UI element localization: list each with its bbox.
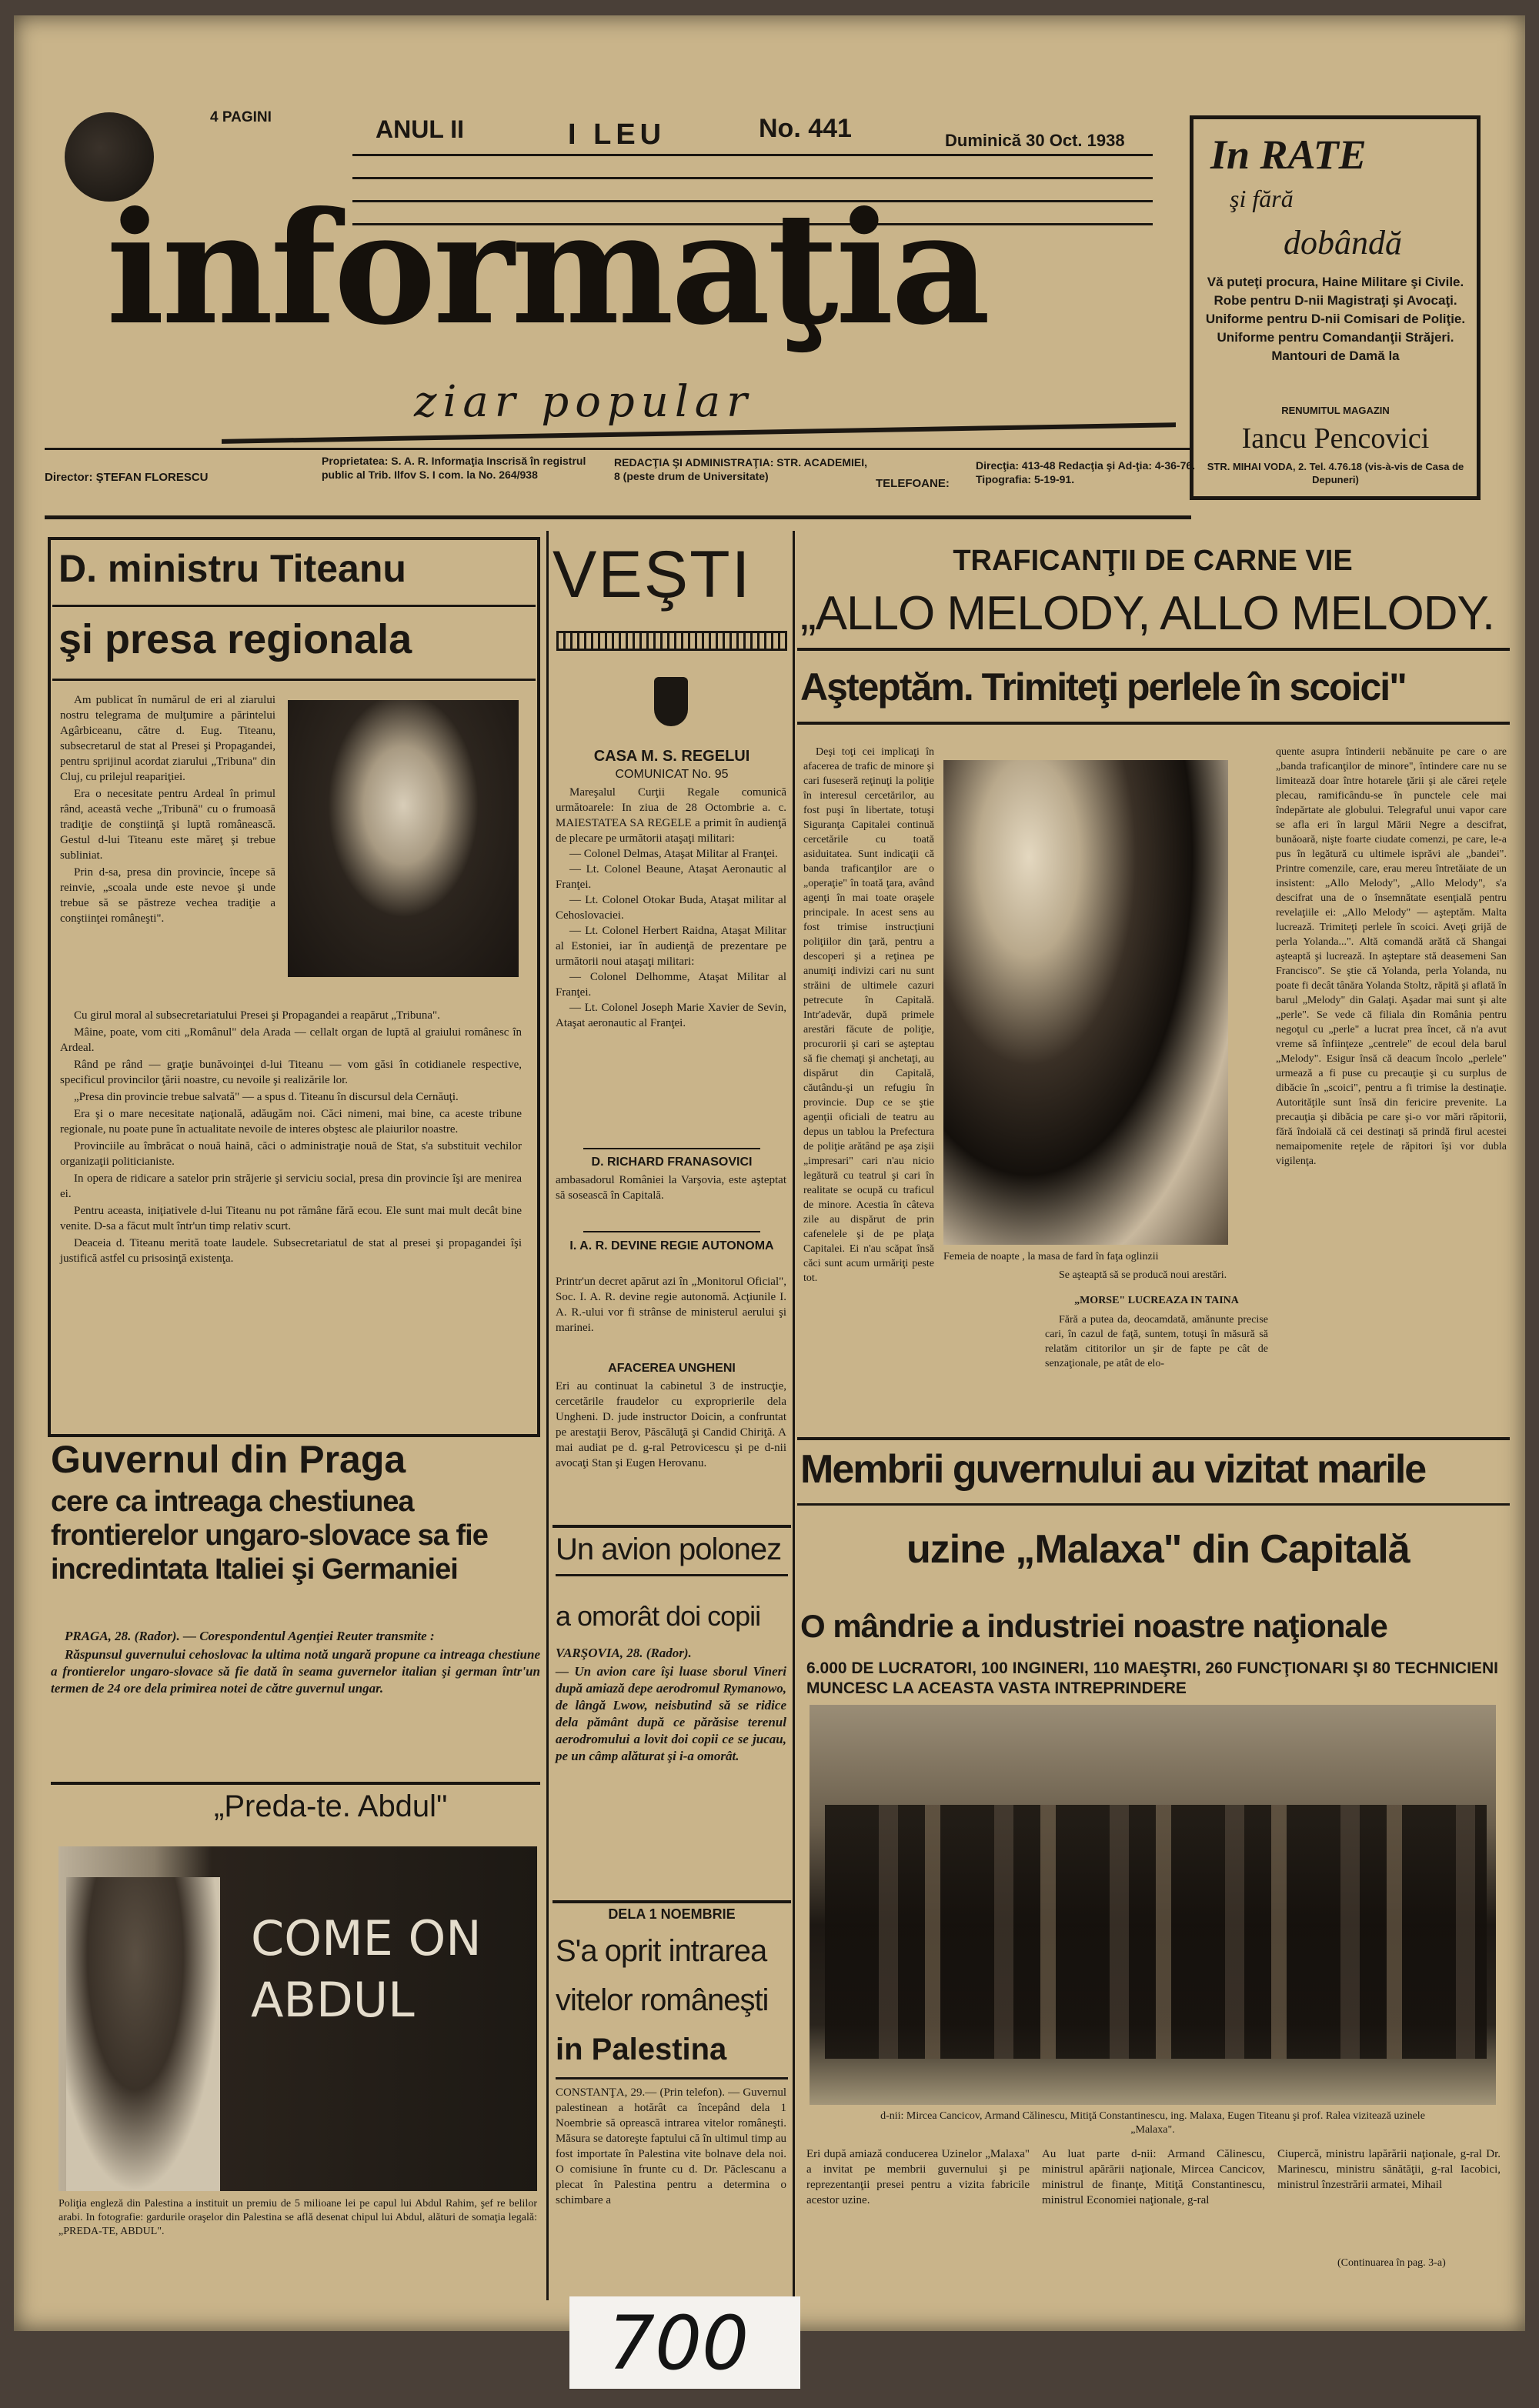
praga-dateline: PRAGA, 28. (Rador). — Corespondentul Agenţiei Reuter transmite : bbox=[65, 1629, 435, 1643]
vesti-title: VEŞTI bbox=[553, 538, 752, 612]
attache-item: — Lt. Colonel Joseph Marie Xavier de Sevin, Ataşat aeronautic al Franţei. bbox=[556, 1002, 786, 1029]
praga-headline-line2: cere ca intreaga chestiunea frontierelor ungaro-slovace sa fie incredintata Italiei şi Germaniei bbox=[51, 1486, 488, 1586]
redaction-info: REDACŢIA ŞI ADMINISTRAŢIA: STR. ACADEMIEI, 8 (peste drum de Universitate) bbox=[614, 456, 867, 482]
attache-item: — Lt. Colonel Otokar Buda, Ataşat militar al Cehoslovaciei. bbox=[556, 894, 786, 922]
malaxa-stats: 6.000 DE LUCRATORI, 100 INGINERI, 110 MAEŞTRI, 260 FUNCŢIONARI ŞI 80 TECHNICIENI MUNCESC LA ACEASTA VASTA INTREPRINDERE bbox=[806, 1659, 1498, 1697]
item-rule bbox=[583, 1231, 760, 1232]
section-rule bbox=[553, 1525, 791, 1528]
avion-headline-line2: a omorât doi copii bbox=[556, 1600, 761, 1632]
traficanti-headline-line2: Aşteptăm. Trimiteţi perlele în scoici" bbox=[800, 665, 1406, 709]
phones-label: TELEFOANE: bbox=[876, 477, 950, 490]
paragraph: Cu girul moral al subsecretariatului Presei şi Propagandei a reapărut „Tribuna". bbox=[74, 1009, 440, 1022]
attache-item: — Lt. Colonel Herbert Raidna, Ataşat Militar al Estoniei, iar în audienţă de prezentare pe următorii noui ataşaţi militari: bbox=[556, 925, 786, 968]
section-rule bbox=[51, 1782, 540, 1785]
price-label: I LEU bbox=[568, 118, 666, 151]
issue-date: Duminică 30 Oct. 1938 bbox=[945, 131, 1125, 150]
headline-rule bbox=[556, 1574, 788, 1576]
avion-headline-line1: Un avion polonez bbox=[556, 1533, 782, 1566]
ungheni-body: Eri au continuat la cabinetul 3 de instrucţie, cercetările fraudelor cu exproprierile dela Ungheni. D. jude instructor Doicin, a confruntat pe arestaţii Berov, Păscăluţă şi Candid Chiriţă. A mai audiat pe d. g-ral Petrovicescu şi pe d-nii avocaţi Stan şi Eugen Herovanu. bbox=[556, 1380, 786, 1469]
communique-label: COMUNICAT No. 95 bbox=[615, 768, 729, 781]
headline-rule bbox=[797, 648, 1510, 651]
titeanu-article-box bbox=[48, 537, 540, 1437]
section-rule bbox=[553, 1900, 791, 1903]
ungheni-heading: AFACEREA UNGHENI bbox=[608, 1362, 736, 1375]
director-credit: Director: ŞTEFAN FLORESCU bbox=[45, 471, 209, 484]
titeanu-body-bottom bbox=[60, 1008, 522, 1268]
ornament-rule bbox=[556, 631, 787, 651]
paragraph: Era o necesitate pentru Ardeal în primul rând, această veche „Tribună" cu o frumoasă tradiţie de conştiinţă şi luptă românească. Gestul d-lui Titeanu este măreţ şi trebue subliniat. bbox=[60, 788, 275, 862]
royal-communique bbox=[556, 785, 786, 1031]
handwritten-index-number: 700 bbox=[608, 2300, 749, 2386]
continued-note: (Continuarea în pag. 3-a) bbox=[1337, 2257, 1446, 2269]
issue-number: No. 441 bbox=[759, 114, 852, 143]
malaxa-col2: Au luat parte d-nii: Armand Călinescu, ministrul apărării naţionale, Mircea Cancicov, ministrul de finanţe, Mitiţă Constantinescu, ministrul Economiei naţionale, g-ral bbox=[1042, 2148, 1265, 2206]
morse-body: Fără a putea da, deocamdată, amănunte precise cari, în cazul de faţă, suntem, totuşi în măsură să relatăm cititorilor un şir de fapte pe cât de senzaţionale, pe atât de elo- bbox=[1045, 1314, 1268, 1369]
paragraph: Pentru aceasta, iniţiativele d-lui Titeanu nu pot rămâne fără ecou. Ele sunt mai mult decât bine venite. D-sa a făcut mult într'un timp relativ scurt. bbox=[60, 1205, 522, 1232]
traficanti-col2 bbox=[1045, 1268, 1268, 1372]
masthead-info-rule-bottom bbox=[45, 515, 1191, 519]
morse-heading: „MORSE" LUCREAZA IN TAINA bbox=[1074, 1295, 1239, 1306]
palestina-headline-line2: vitelor româneşti bbox=[556, 1983, 769, 2017]
soldier-figure bbox=[66, 1877, 220, 2191]
column-rule bbox=[546, 531, 549, 2300]
traficanti-col3: quente asupra întinderii nebănuite pe care o are „banda traficanţilor de minore", întindere care nu se limitează doar între hotarele ţării şi ale cărei reţele plecau, ramificându-se în punctele cele mai îndepărtate ale globului. Telegraful unui vapor care se afla eri în largul Mării Negre a descifrat, bunăoară, nişte foarte ciudate comenzi, pe care, le-a pus în legătură cu ultimele isprăvi ale „bandei". Printre comenzile, care, erau mereu întretăiate de un insistent: „Allo Melody", „Allo Melody", s'a descifrat una de o însemnătate esenţială pentru revelaţiile ei: „Allo Melody" — aşteptăm. Malta lucrează. Trimiteţi perlele în scoici. Aveţi grijă de perla Yolanda...". Altă comandă arătă că Shangai aşteaptă şi lucrează. In aşteptare stă deasemeni San Francisco". Se ştie că Yolanda, perla Yolanda, nu poate fi decât tânăra Yolanda Stoltz, răpită şi aflată în barul „Melody" din Galaţi. Aşadar mai sunt şi alte „perle". Se vede că filiala din România pentru negoţul cu „perle" a lucrat prea încet, că n'a avut vreme să înfiinţeze „centrele" de ecoul dela barul „Melody". Esigur însă că deacum încolo „perlele" urmează a fi puse cu precauţie şi cu surplus de dibăcie în „scoici", pentru a fi trimise la destinaţie. Autorităţile sunt însă din fericire prevenite. La precauţia şi dibăcia pe care şi-o vor mări răpitorii, fără îndoială că cei destinaţi să prindă firul acestei nemaipomenite reţele de răpitori îşi vor dubla vigilenţa. bbox=[1276, 746, 1507, 1167]
palestina-headline-line1: S'a oprit intrarea bbox=[556, 1934, 767, 1968]
praga-body bbox=[51, 1628, 540, 1699]
music-staff-line bbox=[352, 154, 1153, 156]
paragraph: Prin d-sa, presa din provincie, începe să reinvie, „scoala unde este nevoe şi unde trebue să se păstreze vechea tradiţie a conştiinţei româneşti". bbox=[60, 866, 275, 925]
masthead-title: informaţia bbox=[106, 178, 988, 359]
paragraph: Mâine, poate, vom citi „Românul" dela Arada — cellalt organ de luptă al graiului românesc în Ardeal. bbox=[60, 1026, 522, 1054]
headline-rule bbox=[52, 605, 536, 607]
paragraph: Rând pe rând — graţie bunăvoinţei d-lui Titeanu — vom găsi în cotidianele respective, specificul provincilor ţării noastre, cu nevoile şi realizările lor. bbox=[60, 1059, 522, 1086]
attache-item: — Colonel Delmas, Ataşat Militar al Franţei. bbox=[569, 848, 778, 860]
ad-title-interest: dobândă bbox=[1284, 224, 1402, 262]
royal-house-heading: CASA M. S. REGELUI bbox=[593, 748, 750, 765]
avion-body bbox=[556, 1645, 786, 1766]
iar-heading: I. A. R. DEVINE REGIE AUTONOMA bbox=[569, 1239, 774, 1252]
titeanu-body-top bbox=[60, 692, 275, 928]
palestina-body: CONSTANŢA, 29.— (Prin telefon). — Guvernul palestinean a hotărât ca începând dela 1 Noembrie să oprească intrarea vitelor româneşti. Măsura se datoreşte faptului că în ultimul timp au fost importate în Palestina vite bolnave dela noi. O comisiune în frunte cu d. Dr. Păclescanu a plecat în Palestina pentru a determina o schimbare a bbox=[556, 2086, 786, 2206]
headline-rule bbox=[52, 679, 536, 681]
traficanti-headline-line1: „ALLO MELODY, ALLO MELODY. bbox=[800, 587, 1495, 640]
malaxa-headline-line1: Membrii guvernului au vizitat marile bbox=[800, 1447, 1426, 1492]
royal-intro: Mareşalul Curţii Regale comunică următoarele: In ziua de 28 Octombrie a. c. MAIESTATEA SA REGELE a primit în audienţă de plecare pe următorii ataşaţi militari: bbox=[556, 786, 786, 845]
malaxa-photo bbox=[810, 1705, 1496, 2105]
abdul-caption: Poliţia engleză din Palestina a instituit un premiu de 5 milioane lei pe capul lui Abdul Rahim, şef re belilor arabi. In fotografie: gardurile oraşelor din Palestina se află desenat chipul lui Abdul, alături de somaţia legală: „PREDA-TE, ABDUL". bbox=[58, 2198, 537, 2237]
ad-address: STR. MIHAI VODA, 2. Tel. 4.76.18 (vis-à-vis de Casa de Depuneri) bbox=[1207, 461, 1464, 485]
masthead-info-rule-top bbox=[45, 448, 1191, 450]
malaxa-col1: Eri după amiază conducerea Uzinelor „Malaxa" a invitat pe membrii guvernului şi pe reprezentanţii presei pentru a vizita fabricile acestor uzine. bbox=[806, 2148, 1030, 2206]
paragraph: „Presa din provincie trebue salvată" — a spus d. Titeanu în discursul dela Cernăuţi. bbox=[74, 1091, 459, 1103]
headline-rule bbox=[556, 2077, 788, 2079]
malaxa-col3: Ciupercă, ministru lapărării naţionale, g-ral Dr. Marinescu, ministru sănătăţii, g-ral Iacobici, ministrul înzestrării armatei, Mihail bbox=[1277, 2148, 1501, 2191]
ad-shop-name: Iancu Pencovici bbox=[1241, 422, 1430, 455]
palestina-headline-line3: in Palestina bbox=[556, 2033, 727, 2066]
malaxa-headline-line2: uzine „Malaxa" din Capitală bbox=[906, 1527, 1410, 1572]
traficanti-arrests: Se aşteaptă să se producă noui arestări. bbox=[1059, 1269, 1227, 1281]
traficanti-photo bbox=[943, 760, 1228, 1245]
masthead-subtitle: ziar popular bbox=[414, 377, 753, 427]
traficanti-photo-caption: Femeia de noapte , la masa de fard în faţa oglinzii bbox=[943, 1251, 1159, 1262]
headline-rule bbox=[797, 722, 1510, 725]
traficanti-col1: Deşi toţi cei implicaţi în afacerea de trafic de minore şi cari fuseseră reţinuţi la poliţie în interesul cercetărilor, au fost puşi în libertate, totuşi Siguranţa Capitalei continuă cercetările cu toată asiduitatea. Sunt indicaţii că banda traficanţilor are o „operaţie" în toată ţara, având agenţi în mai toate oraşele principale. In acest sens au fost trimise instrucţiuni poliţiilor din ţară, pentru a descoperi şi a reţinea pe anumiţi indivizi cari nu sunt străini de ultimele cazuri petrecute în Capitală. Intr'adevăr, după primele arestări făcute de poliţie, procurorii şi cari se aşteptau să fie chemaţi şi anchetaţi, au dispărut din Capitală, căutându-şi un refugiu în provincie. Dup ce se ştie agenţii oficiali de teatru au depus un tablou la Prefectura de poliţie arătând pe aşa zişii „impresari" cari n'au nicio legătură cu teatrul şi cari în realitate se ocupă cu traficul de minore. Acestia în câteva zile au dispărut de prin cafenelele şi de pe plaţa Capitalei. Ei n'au scăpat însă căci sunt acum urmăriţi peste tot. bbox=[803, 746, 934, 1284]
headline-rule bbox=[797, 1503, 1510, 1506]
avion-text: — Un avion care îşi luase sborul Vineri după amiază depe aerodromul Rymanowo, de lângă Lwow, neisbutind să se ridice dela pământ după ce părăsise terenul aerodromului a lovit doi copii ce se jucau, pe un câmp alăturat şi i-a omorât. bbox=[556, 1664, 786, 1763]
attache-item: — Colonel Delhomme, Ataşat Militar al Franţei. bbox=[556, 971, 786, 999]
graffiti-sign: COME ON ABDUL bbox=[251, 1910, 482, 2028]
iar-body: Printr'un decret apărut azi în „Monitorul Oficial", Soc. I. A. R. devine regie autonomă. Acţiunile I. A. R.-ului vor fi strânse de ministerul aerului şi marinei. bbox=[556, 1276, 786, 1334]
abdul-headline: „Preda-te. Abdul" bbox=[214, 1789, 448, 1823]
attache-item: — Lt. Colonel Beaune, Ataşat Aeronautic al Franţei. bbox=[556, 863, 786, 891]
malaxa-photo-caption: d-nii: Mircea Cancicov, Armand Călinescu, Mitiţă Constantinescu, ing. Malaxa, Eugen Titeanu şi prof. Ralea vizitează uzinele „Malaxa". bbox=[880, 2110, 1425, 2136]
paragraph: Era şi o mare necesitate naţională, adăugăm noi. Căci nimeni, mai bine, ca aceste tribune regionale, nu poate pune în actualitate nevoile de interes obştesc ale plaiurilor noastre. bbox=[60, 1108, 522, 1136]
royal-crest-icon bbox=[654, 677, 688, 726]
malaxa-subhead: O mândrie a industriei noastre naţionale bbox=[800, 1608, 1387, 1644]
paragraph: In opera de ridicare a satelor prin străjerie şi serviciu social, presa din provincie îşi are menirea ei. bbox=[60, 1172, 522, 1200]
abdul-photo bbox=[58, 1846, 537, 2191]
pages-label: 4 PAGINI bbox=[210, 109, 272, 125]
year-label: ANUL II bbox=[376, 115, 464, 143]
ad-body: Vă puteţi procura, Haine Militare şi Civile. Robe pentru D-nii Magistraţi şi Avocaţi. Uniforme pentru D-nii Comisari de Poliţie. Uniforme pentru Comandanţii Străjeri. Mantouri de Damă la bbox=[1205, 275, 1466, 363]
franasovici-body: ambasadorul României la Varşovia, este aşteptat să sosească în Capitală. bbox=[556, 1174, 786, 1202]
avion-dateline: VARŞOVIA, 28. (Rador). bbox=[556, 1646, 692, 1660]
owner-info: Proprietatea: S. A. R. Informaţia Inscrisă în registrul public al Trib. Ilfov S. I com. la No. 264/938 bbox=[322, 455, 586, 481]
column-rule bbox=[793, 531, 795, 2300]
traficanti-kicker: TRAFICANŢII DE CARNE VIE bbox=[953, 545, 1353, 577]
titeanu-headline-line1: D. ministru Titeanu bbox=[58, 547, 406, 590]
section-rule bbox=[797, 1437, 1510, 1440]
group-of-ministers bbox=[825, 1805, 1487, 2059]
palestina-kicker: DELA 1 NOEMBRIE bbox=[608, 1906, 736, 1922]
paragraph: Provinciile au îmbrăcat o nouă haină, căci o administraţie nouă de Stat, s'a substituit vechilor organizaţii politicianiste. bbox=[60, 1140, 522, 1168]
ad-title-rate: In RATE bbox=[1210, 132, 1367, 178]
item-rule bbox=[583, 1148, 760, 1149]
paragraph: Am publicat în numărul de eri al ziarului nostru telegrama de mulţumire a părintelui Agârbiceanu, către d. Eug. Titeanu, subsecretarul de stat al Presei şi Propagandei, pentru sprijinul acordat ziarului „Tribuna" din Cluj, cu prilejul reapariţiei. bbox=[60, 694, 275, 783]
newspaper-page bbox=[14, 15, 1525, 2331]
praga-text: Răspunsul guvernului cehoslovac la ultima notă ungară propune ca intreaga chestiune a frontierelor ungaro-slovace să fie dată în seama guvernelor italian şi german într'un termen de 24 ore dela primirea notei de către guvernul ungar. bbox=[51, 1647, 540, 1696]
paragraph: Deaceia d. Titeanu merită toate laudele. Subsecretariatul de stat al presei şi propagandei îşi justifică astfel cu prisosinţă existenţa. bbox=[60, 1237, 522, 1265]
franasovici-heading: D. RICHARD FRANASOVICI bbox=[591, 1156, 753, 1169]
praga-headline-line1: Guvernul din Praga bbox=[51, 1438, 406, 1481]
titeanu-portrait bbox=[288, 700, 519, 977]
ad-title-without: şi fără bbox=[1230, 185, 1294, 212]
titeanu-headline-line2: şi presa regionala bbox=[58, 616, 412, 662]
ad-shop-label: RENUMITUL MAGAZIN bbox=[1281, 405, 1390, 416]
phones-info: Direcţia: 413-48 Redacţia şi Ad-ţia: 4-36-76. Tipografia: 5-19-91. bbox=[976, 459, 1196, 485]
